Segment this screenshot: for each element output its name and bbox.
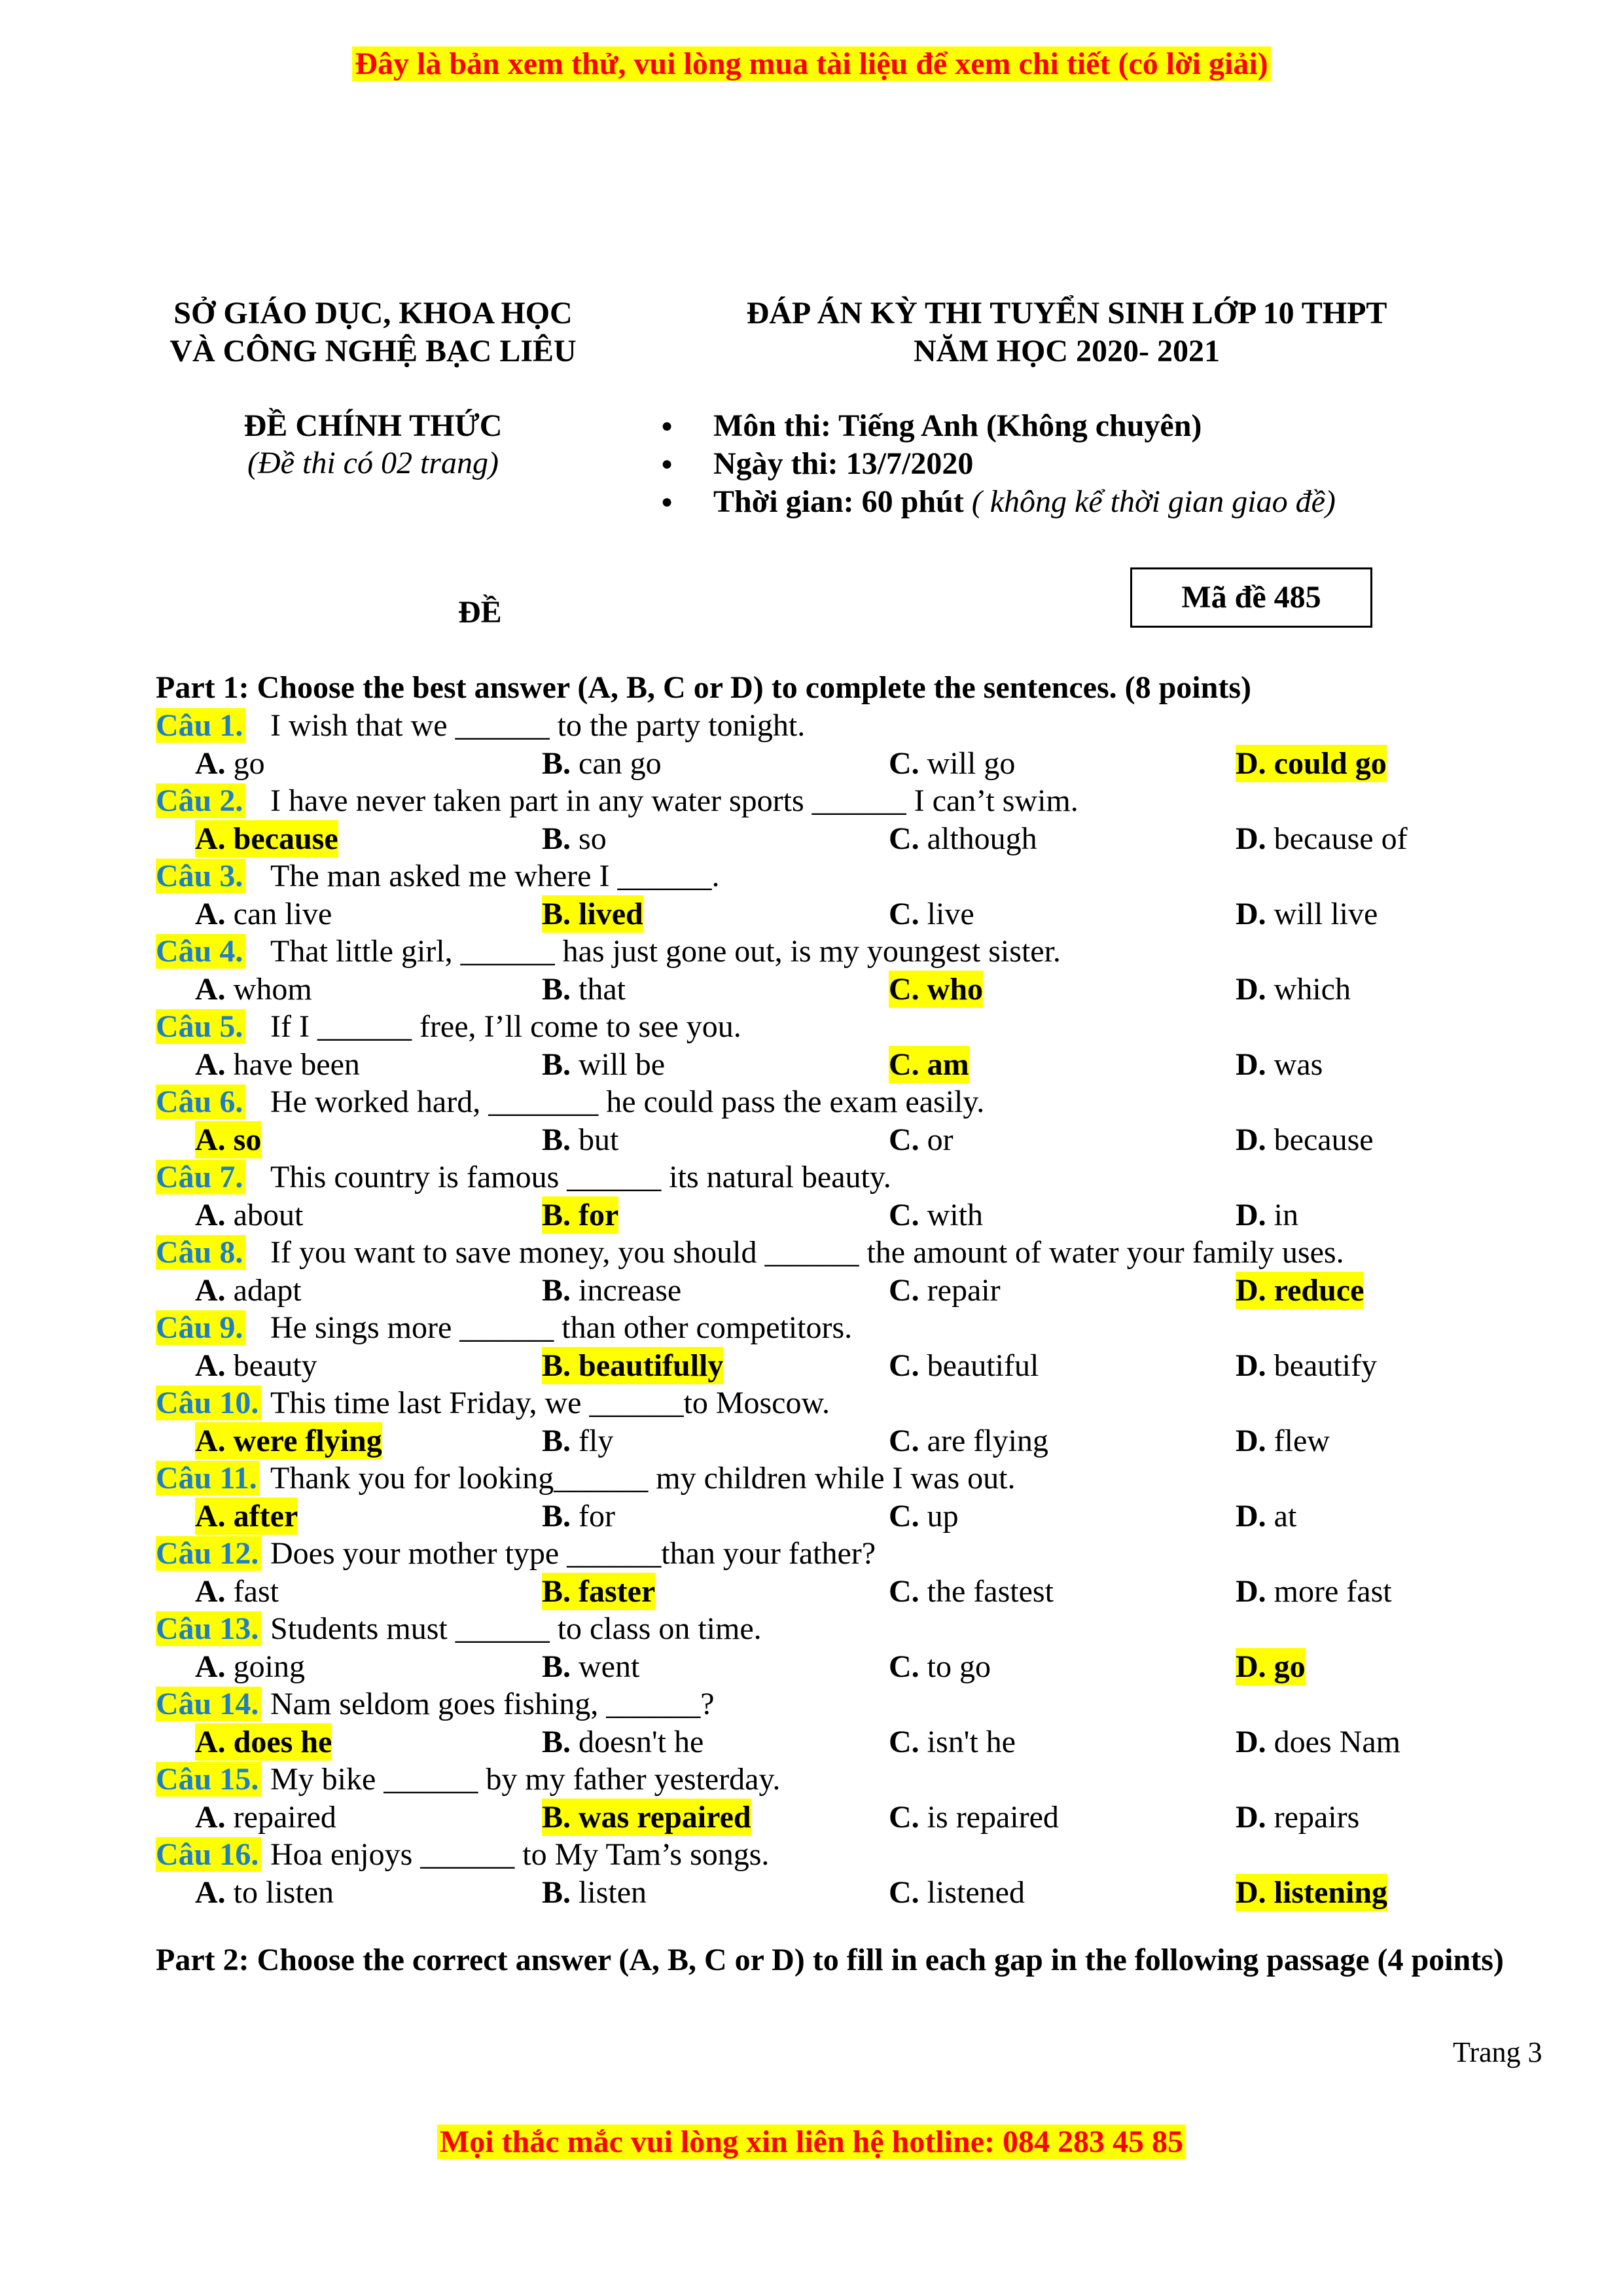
option-letter: A. (195, 1724, 226, 1759)
answer-option-b (542, 1498, 615, 1535)
answer-options (156, 1347, 1530, 1385)
option-letter: C. (889, 896, 919, 931)
exam-date (661, 445, 1336, 483)
option-letter: B. (542, 971, 571, 1007)
option-text: but (579, 1122, 619, 1157)
option-text: does he (233, 1724, 332, 1759)
answer-option-d (1236, 745, 1387, 783)
option-text: because (233, 821, 338, 856)
answer-option-b (542, 1046, 665, 1084)
option-letter: D. (1236, 1348, 1266, 1383)
preview-banner (0, 46, 1623, 82)
option-letter: A. (195, 1197, 226, 1232)
answer-option-a (195, 820, 338, 858)
option-letter: A. (195, 1272, 226, 1308)
answer-option-a (195, 1272, 302, 1310)
option-letter: C. (889, 1874, 919, 1910)
option-letter: D. (1236, 1197, 1266, 1232)
question-number-label: Câu 9. (156, 1310, 245, 1345)
option-letter: D. (1236, 1423, 1266, 1458)
option-text: is repaired (927, 1799, 1059, 1835)
option-letter: B. (542, 1047, 571, 1082)
answer-option-b (542, 1196, 618, 1234)
question-stem (156, 1610, 1530, 1648)
option-letter: B. (542, 1423, 571, 1458)
answer-option-d (1236, 1799, 1359, 1837)
option-letter: A. (195, 1348, 226, 1383)
option-letter: B. (542, 745, 571, 781)
exam-time-note: ( không kể thời gian giao đề) (971, 484, 1336, 519)
answer-options (156, 1874, 1530, 1912)
option-text: listened (927, 1874, 1025, 1910)
answer-options (156, 1573, 1530, 1611)
option-text: are flying (927, 1423, 1048, 1458)
option-letter: D. (1236, 821, 1266, 856)
option-text: reduce (1274, 1272, 1364, 1308)
question-number-label: Câu 7. (156, 1160, 245, 1194)
answer-option-c (889, 1347, 1039, 1385)
answer-option-d (1236, 1347, 1377, 1385)
option-text: beautiful (927, 1348, 1039, 1383)
answer-option-b (542, 895, 643, 933)
question-number (156, 1836, 270, 1874)
answer-option-c (889, 1799, 1059, 1837)
department-line-1: SỞ GIÁO DỤC, KHOA HỌC (173, 296, 573, 331)
question-number (156, 782, 270, 820)
option-text: whom (233, 971, 312, 1007)
question-number (156, 1234, 270, 1272)
option-text: beautify (1274, 1348, 1377, 1383)
question-text: He sings more ______ than other competitors. (270, 1310, 853, 1345)
question-stem (156, 933, 1530, 971)
exam-subject (661, 407, 1336, 445)
option-letter: A. (195, 1047, 226, 1082)
option-text: in (1274, 1197, 1299, 1232)
option-text: can go (579, 745, 662, 781)
preview-banner-text: Đây là bản xem thử, vui lòng mua tài liệu để xem chi tiết (có lời giải) (352, 46, 1270, 81)
answer-option-a (195, 1498, 298, 1535)
option-text: lived (579, 896, 643, 931)
option-letter: D. (1236, 1874, 1266, 1910)
answer-option-b (542, 1874, 647, 1912)
answer-option-d (1236, 1272, 1364, 1310)
option-letter: A. (195, 821, 226, 856)
option-letter: B. (542, 1724, 571, 1759)
option-letter: C. (889, 821, 919, 856)
answer-option-a (195, 1347, 317, 1385)
option-text: repair (927, 1272, 1001, 1308)
part2-title: Part 2: Choose the correct answer (A, B, C or D) to fill in each gap in the following passage (4 points) (156, 1943, 1504, 1977)
option-text: because of (1274, 821, 1408, 856)
option-letter: C. (889, 1272, 919, 1308)
answer-options (156, 1723, 1530, 1761)
answer-option-c (889, 1723, 1016, 1761)
answer-option-a (195, 1422, 382, 1460)
question-stem (156, 1685, 1530, 1723)
option-letter: B. (542, 1197, 571, 1232)
question-stem (156, 857, 1530, 895)
question-number (156, 1384, 270, 1422)
question-number-label: Câu 1. (156, 708, 245, 743)
exam-title-line-2: NĂM HỌC 2020- 2021 (914, 334, 1220, 368)
option-letter: C. (889, 745, 919, 781)
question-number (156, 1460, 270, 1498)
option-text: will be (579, 1047, 665, 1082)
answer-option-b (542, 820, 607, 858)
option-text: up (927, 1498, 959, 1534)
option-text: so (233, 1122, 262, 1157)
answer-option-c (889, 820, 1037, 858)
option-letter: A. (195, 1122, 226, 1157)
option-text: increase (579, 1272, 682, 1308)
answer-option-a (195, 1799, 336, 1837)
question-text: Hoa enjoys ______ to My Tam’s songs. (270, 1837, 770, 1872)
answer-option-a (195, 895, 332, 933)
exam-time-text: Thời gian: 60 phút (713, 484, 964, 519)
question-number-label: Câu 5. (156, 1009, 245, 1044)
question-number (156, 1535, 270, 1573)
question-stem (156, 782, 1530, 820)
question-stem (156, 1535, 1530, 1573)
option-letter: D. (1236, 1724, 1266, 1759)
question-text: Students must ______ to class on time. (270, 1611, 762, 1646)
option-text: beautifully (579, 1348, 724, 1383)
option-letter: C. (889, 1122, 919, 1157)
question-text: If you want to save money, you should ______ the amount of water your family uses. (270, 1235, 1344, 1270)
answer-option-b (542, 1347, 723, 1385)
option-text: going (233, 1649, 306, 1684)
option-text: with (927, 1197, 984, 1232)
question-list (156, 707, 1530, 1911)
answer-options (156, 1272, 1530, 1310)
option-text: so (579, 821, 607, 856)
answer-option-c (889, 1121, 954, 1159)
answer-option-d (1236, 1196, 1298, 1234)
department-header (137, 295, 609, 370)
answer-options (156, 820, 1530, 858)
answer-option-d (1236, 820, 1408, 858)
answer-option-a (195, 1874, 334, 1912)
question-stem (156, 1761, 1530, 1799)
option-letter: D. (1236, 896, 1266, 931)
question-number-label: Câu 11. (156, 1461, 260, 1496)
option-text: can live (233, 896, 332, 931)
option-letter: B. (542, 1122, 571, 1157)
question-stem (156, 1836, 1530, 1874)
answer-options (156, 1121, 1530, 1159)
option-letter: C. (889, 1047, 919, 1082)
option-text: for (579, 1197, 619, 1232)
option-text: go (233, 745, 265, 781)
option-letter: D. (1236, 1649, 1266, 1684)
answer-options (156, 1196, 1530, 1234)
answer-option-a (195, 1196, 303, 1234)
option-text: could go (1274, 745, 1387, 781)
option-text: or (927, 1122, 954, 1157)
answer-options (156, 971, 1530, 1009)
answer-option-d (1236, 895, 1378, 933)
option-text: am (927, 1047, 969, 1082)
option-letter: B. (542, 1272, 571, 1308)
answer-option-c (889, 1874, 1025, 1912)
question-stem (156, 1384, 1530, 1422)
exam-title-line-1: ĐÁP ÁN KỲ THI TUYỂN SINH LỚP 10 THPT (746, 296, 1387, 331)
option-text: after (233, 1498, 298, 1534)
option-text: was (1274, 1047, 1323, 1082)
question-text: My bike ______ by my father yesterday. (270, 1762, 781, 1797)
answer-option-a (195, 971, 312, 1009)
option-text: repaired (233, 1799, 336, 1835)
option-letter: C. (889, 1573, 919, 1609)
answer-option-a (195, 1648, 305, 1686)
answer-option-a (195, 745, 265, 783)
answer-option-c (889, 1272, 1001, 1310)
question-number-label: Câu 8. (156, 1235, 245, 1270)
answer-option-a (195, 1573, 279, 1611)
option-text: about (233, 1197, 304, 1232)
answer-options (156, 895, 1530, 933)
option-text: will live (1274, 896, 1378, 931)
hotline-banner-text: Mọi thắc mắc vui lòng xin liên hệ hotline: 084 283 45 85 (437, 2125, 1186, 2159)
option-text: were flying (233, 1423, 382, 1458)
option-text: go (1274, 1649, 1306, 1684)
answer-options (156, 1799, 1530, 1837)
part1-title: Part 1: Choose the best answer (A, B, C or D) to complete the sentences. (8 points) (156, 670, 1251, 705)
question-stem (156, 1083, 1530, 1121)
option-letter: B. (542, 1874, 571, 1910)
question-number-label: Câu 3. (156, 859, 245, 893)
option-letter: B. (542, 1573, 571, 1609)
option-letter: A. (195, 1423, 226, 1458)
option-letter: A. (195, 896, 226, 931)
option-letter: A. (195, 1649, 226, 1684)
exam-time (661, 483, 1336, 521)
question-number-label: Câu 2. (156, 783, 245, 818)
option-text: to go (927, 1649, 991, 1684)
question-number (156, 1610, 270, 1648)
answer-option-c (889, 745, 1015, 783)
option-letter: C. (889, 1197, 919, 1232)
answer-option-b (542, 1573, 655, 1611)
option-text: who (927, 971, 984, 1007)
question-stem (156, 1008, 1530, 1046)
option-letter: D. (1236, 1047, 1266, 1082)
answer-option-b (542, 1121, 618, 1159)
option-letter: D. (1236, 745, 1266, 781)
option-text: was repaired (579, 1799, 751, 1835)
option-text: beauty (233, 1348, 317, 1383)
answer-option-a (195, 1046, 360, 1084)
option-letter: C. (889, 1649, 919, 1684)
option-letter: A. (195, 1799, 226, 1835)
option-letter: A. (195, 745, 226, 781)
option-text: listen (579, 1874, 647, 1910)
exam-date-text: Ngày thi: 13/7/2020 (713, 446, 974, 481)
answer-option-c (889, 1046, 969, 1084)
answer-option-d (1236, 1046, 1323, 1084)
answer-options (156, 1498, 1530, 1535)
option-letter: C. (889, 1423, 919, 1458)
department-line-2: VÀ CÔNG NGHỆ BẠC LIÊU (169, 334, 577, 368)
exam-code-box: Mã đề 485 (1130, 567, 1372, 628)
question-number (156, 1685, 270, 1723)
question-text: The man asked me where I ______. (270, 859, 720, 893)
answer-option-d (1236, 1648, 1306, 1686)
answer-options (156, 1648, 1530, 1686)
option-text: for (579, 1498, 615, 1534)
option-text: to listen (233, 1874, 334, 1910)
question-text: Thank you for looking______ my children while I was out. (270, 1461, 1016, 1496)
option-text: repairs (1274, 1799, 1360, 1835)
answer-option-b (542, 971, 626, 1009)
option-text: adapt (233, 1272, 302, 1308)
option-letter: C. (889, 971, 919, 1007)
question-stem (156, 1460, 1530, 1498)
question-number-label: Câu 16. (156, 1837, 261, 1872)
question-text: That little girl, ______ has just gone out, is my youngest sister. (270, 934, 1061, 969)
exam-title-header (654, 295, 1479, 370)
option-letter: D. (1236, 1799, 1266, 1835)
question-number (156, 1158, 270, 1196)
question-text: If I ______ free, I’ll come to see you. (270, 1009, 741, 1044)
answer-option-d (1236, 1874, 1387, 1912)
option-text: live (927, 896, 974, 931)
option-text: fast (233, 1573, 279, 1609)
exam-subject-text: Môn thi: Tiếng Anh (Không chuyên) (713, 408, 1202, 443)
question-text: Does your mother type ______than your father? (270, 1536, 876, 1571)
option-letter: C. (889, 1799, 919, 1835)
option-text: which (1274, 971, 1351, 1007)
answer-option-c (889, 895, 974, 933)
option-letter: B. (542, 1498, 571, 1534)
question-number (156, 1083, 270, 1121)
option-text: fly (579, 1423, 614, 1458)
answer-option-b (542, 1422, 613, 1460)
option-text: doesn't he (579, 1724, 704, 1759)
answer-option-d (1236, 1121, 1374, 1159)
question-number (156, 707, 270, 745)
question-text: He worked hard, _______ he could pass the exam easily. (270, 1085, 985, 1119)
option-text: isn't he (927, 1724, 1016, 1759)
question-text: This country is famous ______ its natural beauty. (270, 1160, 891, 1194)
option-letter: C. (889, 1498, 919, 1534)
option-letter: B. (542, 896, 571, 931)
official-label: ĐỀ CHÍNH THỨC (243, 408, 503, 443)
answer-option-c (889, 1422, 1048, 1460)
answer-option-b (542, 1272, 681, 1310)
option-letter: B. (542, 1348, 571, 1383)
option-letter: A. (195, 1874, 226, 1910)
question-stem (156, 1234, 1530, 1272)
option-letter: C. (889, 1724, 919, 1759)
answer-option-b (542, 1723, 704, 1761)
answer-options (156, 1046, 1530, 1084)
option-letter: D. (1236, 1272, 1266, 1308)
question-stem (156, 1158, 1530, 1196)
option-letter: D. (1236, 971, 1266, 1007)
option-letter: B. (542, 1649, 571, 1684)
question-stem (156, 1309, 1530, 1347)
answer-options (156, 1422, 1530, 1460)
question-text: This time last Friday, we ______to Moscow. (270, 1386, 830, 1420)
answer-option-b (542, 1648, 639, 1686)
option-letter: D. (1236, 1573, 1266, 1609)
answer-option-b (542, 745, 662, 783)
answer-option-c (889, 1648, 991, 1686)
answer-option-d (1236, 1498, 1296, 1535)
option-text: that (579, 971, 626, 1007)
answer-option-a (195, 1121, 261, 1159)
option-text: does Nam (1274, 1724, 1400, 1759)
option-text: although (927, 821, 1037, 856)
question-number-label: Câu 13. (156, 1611, 261, 1646)
answer-option-b (542, 1799, 751, 1837)
option-letter: A. (195, 971, 226, 1007)
option-letter: C. (889, 1348, 919, 1383)
pages-note: (Đề thi có 02 trang) (247, 446, 499, 480)
question-text: I have never taken part in any water sports ______ I can’t swim. (270, 783, 1079, 818)
question-text: Nam seldom goes fishing, ______? (270, 1687, 715, 1721)
answer-option-d (1236, 1422, 1330, 1460)
question-text: I wish that we ______ to the party tonight. (270, 708, 806, 743)
question-number-label: Câu 15. (156, 1762, 261, 1797)
option-text: flew (1274, 1423, 1330, 1458)
question-number (156, 1309, 270, 1347)
page-number: Trang 3 (1453, 2036, 1543, 2068)
option-text: because (1274, 1122, 1374, 1157)
option-text: have been (233, 1047, 360, 1082)
answer-option-d (1236, 971, 1351, 1009)
question-number-label: Câu 4. (156, 934, 245, 969)
question-number-label: Câu 12. (156, 1536, 261, 1571)
hotline-banner (0, 2124, 1623, 2160)
question-number (156, 933, 270, 971)
answer-options (156, 745, 1530, 783)
answer-option-d (1236, 1573, 1392, 1611)
question-number (156, 1761, 270, 1799)
answer-option-c (889, 1573, 1054, 1611)
option-letter: B. (542, 1799, 571, 1835)
option-letter: D. (1236, 1498, 1266, 1534)
question-number-label: Câu 14. (156, 1687, 261, 1721)
option-text: listening (1274, 1874, 1388, 1910)
option-letter: A. (195, 1498, 226, 1534)
option-text: faster (579, 1573, 656, 1609)
answer-option-a (195, 1723, 332, 1761)
option-text: at (1274, 1498, 1297, 1534)
option-text: went (579, 1649, 640, 1684)
option-text: more fast (1274, 1573, 1392, 1609)
answer-option-d (1236, 1723, 1400, 1761)
option-text: the fastest (927, 1573, 1054, 1609)
de-label: ĐỀ (458, 595, 502, 630)
answer-option-c (889, 1498, 959, 1535)
option-letter: D. (1236, 1122, 1266, 1157)
question-number-label: Câu 10. (156, 1386, 261, 1420)
option-letter: B. (542, 821, 571, 856)
question-stem (156, 707, 1530, 745)
answer-option-c (889, 1196, 983, 1234)
question-number-label: Câu 6. (156, 1085, 245, 1119)
answer-option-c (889, 971, 983, 1009)
question-number (156, 1008, 270, 1046)
exam-info-list (661, 407, 1336, 521)
question-number (156, 857, 270, 895)
option-letter: A. (195, 1573, 226, 1609)
option-text: will go (927, 745, 1016, 781)
